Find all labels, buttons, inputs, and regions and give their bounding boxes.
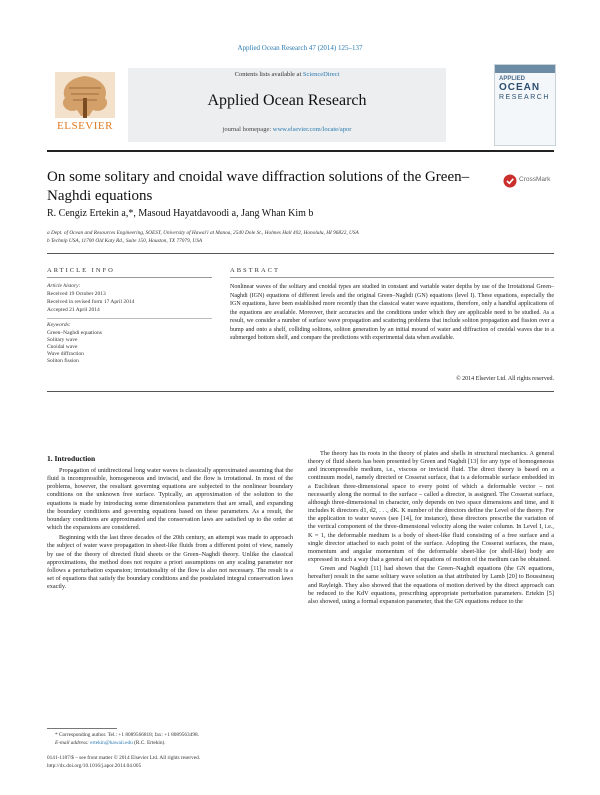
- article-info-rule: [47, 277, 212, 278]
- doi-link[interactable]: http://dx.doi.org/10.1016/j.apor.2014.04.005: [47, 763, 142, 769]
- keywords-rule: [47, 318, 212, 319]
- article-title: On some solitary and cnoidal wave diffraction solutions of the Green–Naghdi equations: [47, 169, 470, 204]
- keyword-item: Green–Naghdi equations: [47, 330, 102, 336]
- abstract-rule: [230, 277, 554, 278]
- author-list: R. Cengiz Ertekin a,*, Masoud Hayatdavoodi a, Jang Whan Kim b: [47, 208, 314, 219]
- contents-lists-line: [128, 71, 446, 78]
- crossmark-label: CrossMark: [519, 176, 551, 183]
- history-label: Article history:: [47, 283, 81, 289]
- email-link[interactable]: ertekin@hawaii.edu: [90, 740, 133, 746]
- accepted-date: Accepted 21 April 2014: [47, 307, 100, 313]
- keyword-item: Solitary wave: [47, 337, 78, 343]
- email-suffix: (R.C. Ertekin).: [132, 740, 166, 746]
- revised-date: Received in revised form 17 April 2014: [47, 299, 135, 305]
- contents-prefix: Contents lists available at: [234, 71, 303, 78]
- cover-line-2: OCEAN: [499, 82, 541, 93]
- abstract-bottom-rule: [47, 391, 554, 392]
- article-info-heading: ARTICLE INFO: [47, 267, 115, 274]
- cover-line-1: APPLIED: [499, 76, 526, 82]
- cover-stripe: [495, 65, 555, 73]
- homepage-link[interactable]: www.elsevier.com/locate/apor: [272, 126, 352, 133]
- cover-line-3: RESEARCH: [499, 94, 550, 101]
- footnote-rule: [47, 728, 117, 729]
- header-rule: [47, 150, 554, 152]
- intro-paragraph-2: Beginning with the last three decades of the 20th century, an attempt was made to approach the subject of water wave propagation in sheet-like fluids from a different point of view, namely by use of the theory of directed fluid sheets or the Green–Naghdi theory. Unlike the classical approximations, the method does not require a priori assumptions on any scaling parameter nor follows a perturbation expansion; irrotationality of the flow is also not necessary. The result is a set of equations that satisfy the boundary conditions and the postulated integral conservation laws exactly.: [47, 534, 293, 591]
- right-column: [308, 450, 554, 606]
- affiliation-b: b Technip USA, 11700 Old Katy Rd., Suite 150, Houston, TX 77079, USA: [47, 238, 203, 244]
- keyword-item: Cnoidal wave: [47, 344, 78, 350]
- keyword-item: Wave diffraction: [47, 351, 84, 357]
- left-column: [47, 467, 293, 591]
- section-heading-introduction: 1. Introduction: [47, 454, 96, 463]
- abstract-text: Nonlinear waves of the solitary and cnoidal types are studied in constant and variable water depths by use of the Irrotational Green–Naghdi (IGN) equations of different levels and the original Green–Naghdi (GN) equations (level I). These equations, especially the IGN equations, have been established more recently than the classical water wave equations, therefore, only a handful applications of the equations are available. Moreover, their accuracies and the conditions under which they are applicable need to be studied. As a result, we consider a number of surface wave propagation and scattering problems that include soliton propagation and fission over a bump and onto a shelf, colliding solitons, soliton generation by an initial mound of water and diffraction of cnoidal waves due to a submerged bottom shelf, and compare the predictions with experimental data when available.: [230, 284, 554, 341]
- journal-homepage-line: [128, 126, 446, 133]
- keywords-label: Keywords:: [47, 322, 71, 328]
- abstract-copyright: © 2014 Elsevier Ltd. All rights reserved.: [456, 376, 554, 382]
- journal-title: Applied Ocean Research: [207, 92, 367, 109]
- elsevier-wordmark: ELSEVIER: [57, 120, 113, 132]
- intro-paragraph-3: The theory has its roots in the theory of plates and shells in structural mechanics. A general theory of fluid sheets has been presented by Green and Naghdi [13] for any type of homogeneous and incompressible medium, i.e., viscous or inviscid fluid. The direct theory is based on a continuum model, namely directed or Cosserat surface, that is a deformable surface embedded in a Euclidean three-dimensional space to every point of which a deformable vector – not necessarily along the normal to the surface – called a director, is assigned. The Cosserat surface, although three-dimensional in character, only depends on two space dimensions and time, and it includes K directors d1, d2, . . ., dK. K number of the directors define the Level of the theory. For the application to water waves (see [14], for instance), these directors prescribe the variation of the vertical component of the three-dimensional velocity along the water column. In Level I, i.e., K = 1, the deformable medium is a body of sheet-like fluid consisting of a free surface and a single director attached to each point of the surface. Adopting the Cosserat surfaces, the mass, momentum and angular momentum of the deformable sheet-like (or shell-like) body are expressed in such a way that a general set of equations of motion of the medium can be obtained.: [308, 450, 554, 564]
- crossmark-badge[interactable]: [503, 172, 563, 192]
- affiliation-rule: [47, 253, 554, 254]
- elsevier-tree-logo-icon: [47, 68, 123, 144]
- issn-line: 0141-1187/$ – see front matter © 2014 Elsevier Ltd. All rights reserved.: [47, 755, 201, 761]
- email-line: [55, 740, 166, 746]
- journal-reference[interactable]: Applied Ocean Research 47 (2014) 125–137: [237, 44, 363, 52]
- email-label: E-mail address:: [55, 740, 91, 746]
- received-date: Received 19 October 2013: [47, 291, 106, 297]
- keyword-item: Soliton fission: [47, 358, 79, 364]
- affiliation-a: a Dept. of Ocean and Resources Engineering, SOEST, University of Hawai'i at Manoa, 2540 Dole St., Holmes Hall 402, Honolulu, HI 96822, USA: [47, 230, 359, 236]
- intro-paragraph-1: Propagation of unidirectional long water waves is classically approximated assuming that the fluid is incompressible, homogeneous and inviscid, and the flow is irrotational. In most of the problems, however, the resultant governing equations are subjected to the nonlinear boundary conditions on the unknown free surface. Typically, an approximation of the solution to the equations is made by introducing some dimensionless parameters that are small, and expanding the boundary conditions and governing equations based on these parameters. As a result, the boundary conditions are approximated and the conservation laws are satisfied up to the order at which the expansions are considered.: [47, 467, 293, 532]
- intro-paragraph-4: Green and Naghdi [11] had shown that the Green–Naghdi equations (the GN equations, hereafter) result in the same solitary wave solution as that attributed by Lamb [20] to Boussinesq and Rayleigh. They also showed that the equations of motion derived by the direct approach can be reduced to the KdV equations, prescribing appropriate perturbation parameters. Ertekin [5] also showed, using a formal expansion parameter, that the GN equations reduce to the: [308, 565, 554, 605]
- crossmark-icon: [503, 174, 517, 188]
- corresponding-author-note: * Corresponding author. Tel.: +1 8089566818; fax: +1 8089563498.: [55, 732, 199, 738]
- sciencedirect-link[interactable]: ScienceDirect: [302, 71, 340, 78]
- journal-cover-thumbnail: [494, 64, 556, 146]
- abstract-heading: ABSTRACT: [230, 267, 280, 274]
- homepage-prefix: journal homepage:: [222, 126, 273, 133]
